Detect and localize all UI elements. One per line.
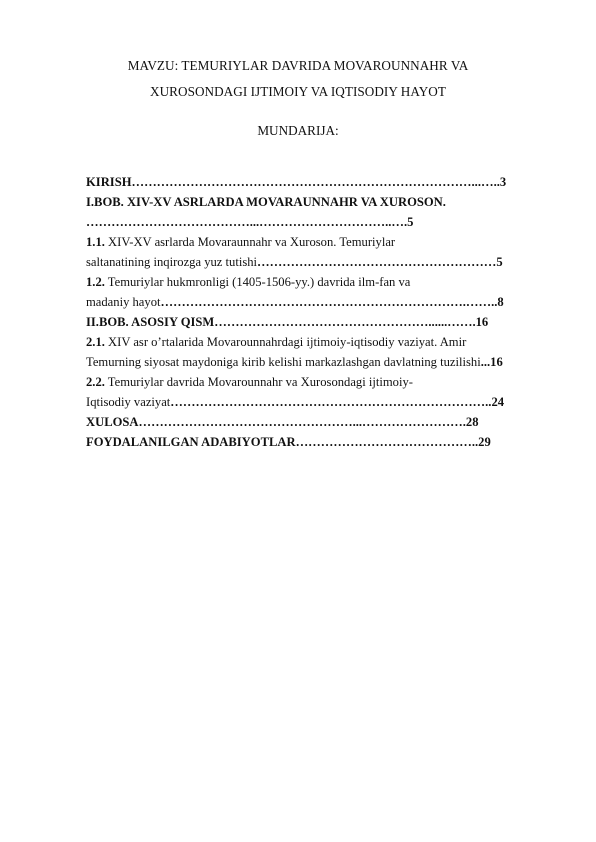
section-number: 2.1. [86,335,105,349]
toc-entry-kirish: KIRISH………………………………………………………………………...…..3 [86,175,507,189]
section-number: 1.2. [86,275,105,289]
toc-entry-bob1-line2: …………………………………...…………………………..….5 [86,215,414,229]
section-title: XIV asr o’rtalarida Movarounnahrdagi ijtimoiy-iqtisodiy vaziyat. Amir [104,335,467,349]
section-number: 2.2. [86,375,105,389]
page-leader: …………………………………………………5 [257,255,503,269]
section-number: 1.1. [86,235,105,249]
toc-entry-adabiyotlar: FOYDALANILGAN ADABIYOTLAR……………………………………..29 [86,435,491,449]
toc-entry-1-2-line1 [86,272,564,292]
toc-entry-xulosa: XULOSA……………………………………………...…………………….28 [86,415,479,429]
page-leader: ...16 [480,355,503,369]
toc-entry-2-2-line2 [86,392,564,412]
section-title: Temuriylar hukmronligi (1405-1506-yy.) davrida ilm-fan va [104,275,411,289]
section-title: madaniy hayot [86,295,161,309]
section-title: saltanatining inqirozga yuz tutishi [86,255,258,269]
section-title: XIV-XV asrlarda Movaraunnahr va Xuroson. Temuriylar [104,235,396,249]
section-title: Temuriylar davrida Movarounnahr va Xurosondagi ijtimoiy- [104,375,413,389]
toc-entry-bob1-line1: I.BOB. XIV-XV ASRLARDA MOVARAUNNAHR VA XUROSON. [86,195,446,209]
toc-entry-bob2: II.BOB. ASOSIY QISM……………………………………………......…….16 [86,315,489,329]
page-leader: ……………………………………………………………….……..8 [160,295,504,309]
toc-entry-2-2-line1 [86,372,564,392]
contents-heading: MUNDARIJA: [257,123,339,138]
toc-entry-2-1-line1 [86,332,564,352]
toc-entry-1-1-line2 [86,252,564,272]
document-title-line-1: MAVZU: TEMURIYLAR DAVRIDA MOVAROUNNAHR VA [127,58,469,73]
table-of-contents [86,172,564,452]
document-title-line-2: XUROSONDAGI IJTIMOIY VA IQTISODIY HAYOT [150,84,446,99]
toc-entry-1-2-line2 [86,292,564,312]
section-title: Temurning siyosat maydoniga kirib kelishi markazlashgan davlatning tuzilishi [86,355,481,369]
page-leader: …………………………………………………………………..24 [170,395,505,409]
section-title: Iqtisodiy vaziyat [86,395,171,409]
toc-entry-2-1-line2 [86,352,564,372]
toc-entry-1-1-line1 [86,232,564,252]
